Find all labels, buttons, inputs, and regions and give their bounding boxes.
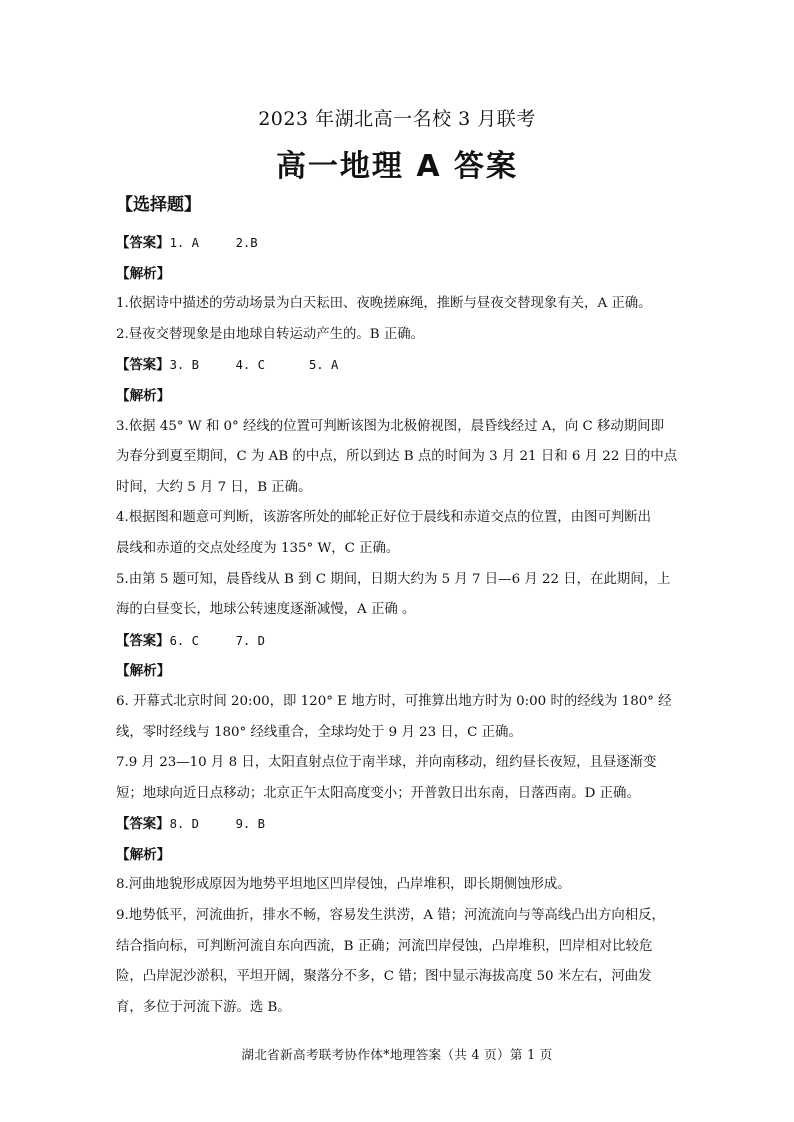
- explanation-line: 短；地球向近日点移动；北京正午太阳高度变小；开普敦日出东南，日落西南。D 正确。: [116, 785, 640, 801]
- answer-tag: 【答案】: [116, 633, 170, 649]
- answer-line: [116, 350, 691, 381]
- explanation-line: 险，凸岸泥沙淤积，平坦开阔，聚落分不多，C 错；图中显示海拔高度 50 米左右，河曲发: [116, 969, 652, 985]
- explanation-line: 海的白昼变长，地球公转速度逐渐减慢，A 正确 。: [116, 602, 416, 618]
- exam-subtitle: 2023 年湖北高一名校 3 月联考: [258, 108, 536, 130]
- explanation-line: 育，多位于河流下游。选 B。: [116, 999, 291, 1015]
- explanation-line: 7.9 月 23—10 月 8 日，太阳直射点位于南半球，并向南移动，纽约昼长夜短，且昼逐渐变: [116, 755, 657, 771]
- answer-line: [116, 809, 691, 840]
- explanation-line: 结合指向标，可判断河流自东向西流，B 正确；河流凹岸侵蚀，凸岸堆积，凹岸相对比较危: [116, 938, 653, 954]
- explanation-line: 3.依据 45° W 和 0° 经线的位置可判断该图为北极俯视图，晨昏线经过 A，向 C 移动期间即: [116, 418, 664, 434]
- answer-body: [116, 228, 691, 1023]
- document-title: 高一地理 A 答案: [275, 149, 519, 184]
- analysis-heading: 【解析】: [116, 846, 171, 863]
- explanation-line: 1.依据诗中描述的劳动场景为白天耘田、夜晚搓麻绳，推断与昼夜交替现象有关，A 正确。: [116, 296, 652, 312]
- explanation-line: 4.根据图和题意可判断，该游客所处的邮轮正好位于晨线和赤道交点的位置，由图可判断出: [116, 510, 652, 526]
- answer-line: [116, 228, 691, 259]
- answer-value: 1. A 2.B: [169, 236, 258, 250]
- explanation-line: 9.地势低平，河流曲折，排水不畅，容易发生洪涝，A 错；河流流向与等高线凸出方向相反，: [116, 908, 665, 924]
- page-footer: 湖北省新高考联考协作体*地理答案（共 4 页）第 1 页: [241, 1047, 553, 1062]
- explanation-line: 晨线和赤道的交点处经度为 135° W，C 正确。: [116, 540, 400, 556]
- analysis-heading: 【解析】: [116, 265, 171, 282]
- explanation-line: 6. 开幕式北京时间 20:00，即 120° E 地方时，可推算出地方时为 0:00 时的经线为 180° 经: [116, 693, 672, 709]
- answer-tag: 【答案】: [116, 358, 170, 374]
- answer-tag: 【答案】: [116, 817, 170, 833]
- explanation-line: 为春分到夏至期间，C 为 AB 的中点，所以到达 B 点的时间为 3 月 21 日和 6 月 22 日的中点: [116, 449, 678, 465]
- explanation-line: 时间，大约 5 月 7 日，B 正确。: [116, 479, 312, 495]
- explanation-line: 线，零时经线与 180° 经线重合，全球均处于 9 月 23 日，C 正确。: [116, 724, 522, 740]
- section-heading: 【选择题】: [116, 195, 201, 215]
- explanation-line: 5.由第 5 题可知，晨昏线从 B 到 C 期间，日期大约为 5 月 7 日—6 月 22 日，在此期间，上: [116, 571, 671, 587]
- answer-line: [116, 626, 691, 657]
- explanation-line: 2.昼夜交替现象是由地球自转运动产生的。B 正确。: [116, 326, 425, 342]
- answer-value: 6. C 7. D: [169, 633, 265, 648]
- answer-tag: 【答案】: [116, 236, 170, 251]
- analysis-heading: 【解析】: [116, 387, 171, 404]
- answer-value: 8. D 9. B: [169, 817, 265, 832]
- explanation-line: 8.河曲地貌形成原因为地势平坦地区凹岸侵蚀，凸岸堆积，即长期侧蚀形成。: [116, 877, 571, 893]
- analysis-heading: 【解析】: [116, 663, 171, 680]
- answer-value: 3. B 4. C 5. A: [169, 358, 339, 373]
